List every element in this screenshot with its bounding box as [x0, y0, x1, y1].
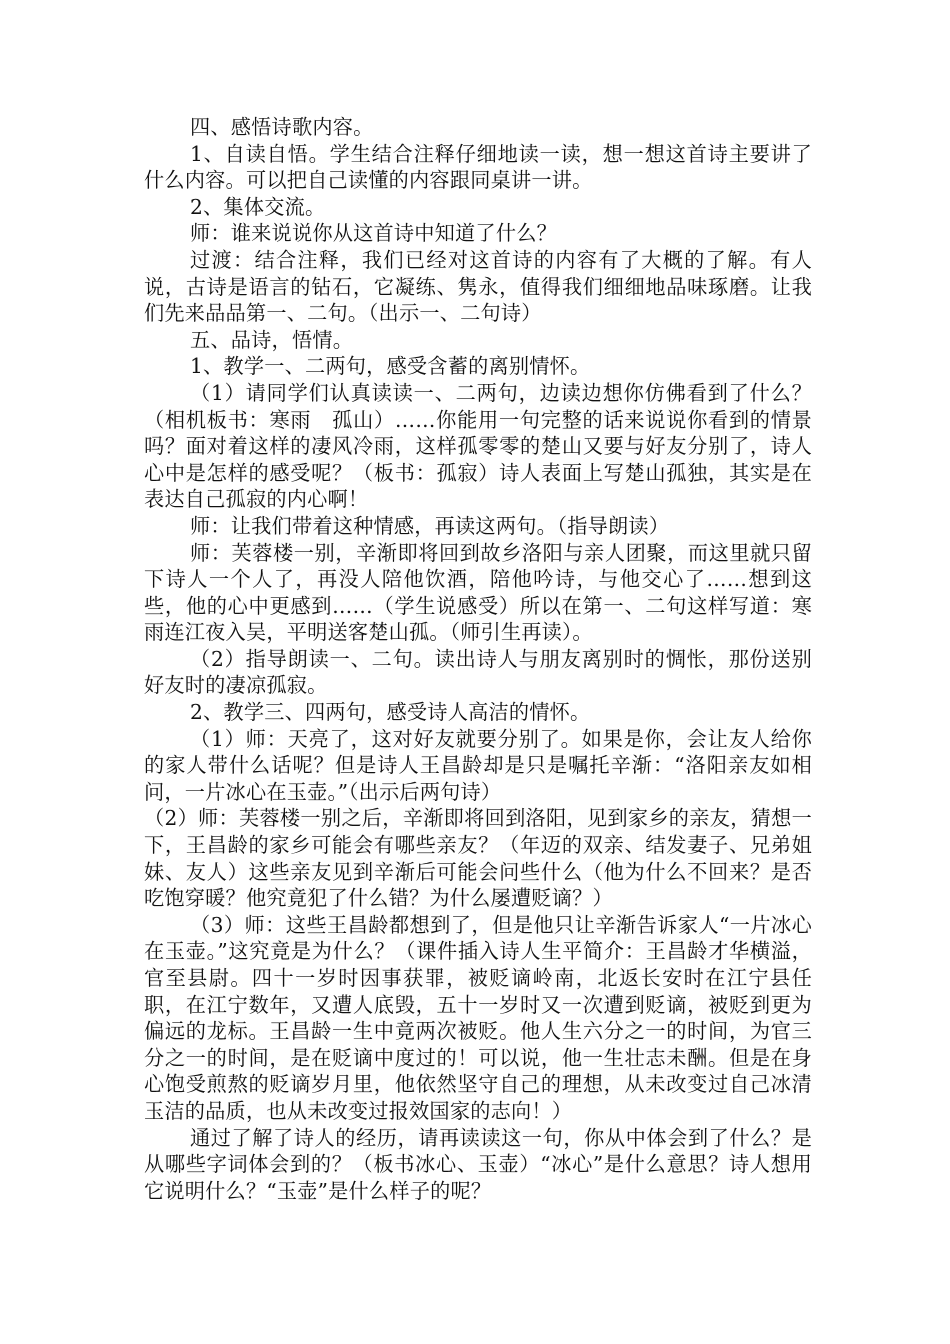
- paragraph-teach-lines-3-4: 2、教学三、四两句，感受诗人高洁的情怀。: [190, 700, 591, 725]
- paragraph-teach-lines-1-2: 1、教学一、二两句，感受含蓄的离别情怀。: [190, 354, 591, 379]
- document-body: [144, 114, 812, 1204]
- section-heading-4: 四、感悟诗歌内容。: [190, 115, 374, 139]
- paragraph-teacher-furong: 师：芙蓉楼一别，辛渐即将回到故乡洛阳与亲人团聚，而这里就只留下诗人一个人了，再没人陪他饮酒，陪他吟诗，与他交心了……想到这些，他的心中更感到……（学生说感受）所以在第一、二句这样写道：寒雨连江夜入吴，平明送客楚山孤。（师引生再读）。: [144, 540, 812, 645]
- paragraph-step-2-2: （2）师：芙蓉楼一别之后，辛渐即将回到洛阳，见到家乡的亲友，猜想一下，王昌龄的家乡可能会有哪些亲友？（年迈的双亲、结发妻子、兄弟姐妹、友人）这些亲友见到辛渐后可能会问些什么（他为什么不回来？是否吃饱穿暖？他究竟犯了什么错？为什么屡遭贬谪？）: [144, 806, 812, 911]
- paragraph-step-2-1: （1）师：天亮了，这对好友就要分别了。如果是你，会让友人给你的家人带什么话呢？但是诗人王昌龄却是只是嘱托辛渐：“洛阳亲友如相问，一片冰心在玉壶。”（出示后两句诗）: [144, 726, 812, 804]
- paragraph-teacher-question: 师：谁来说说你从这首诗中知道了什么？: [190, 221, 557, 246]
- paragraph-self-reading: 1、自读自悟。学生结合注释仔细地读一读，想一想这首诗主要讲了什么内容。可以把自己读懂的内容跟同桌讲一讲。: [144, 141, 812, 193]
- paragraph-group-exchange: 2、集体交流。: [190, 194, 326, 219]
- section-heading-5: 五、品诗，悟情。: [190, 327, 354, 352]
- paragraph-step-2-3: （3）师：这些王昌龄都想到了，但是他只让辛渐告诉家人“一片冰心在玉壶。”这究竟是为什么？（课件插入诗人生平简介：王昌龄才华横溢，官至县尉。四十一岁时因事获罪，被贬谪岭南，北返长安时在江宁县任职，在江宁数年，又遭人底毁，五十一岁时又一次遭到贬谪，被贬到更为偏远的龙标。王昌龄一生中竟两次被贬。他人生六分之一的时间，为官三分之一的时间，是在贬谪中度过的！可以说，他一生壮志未酬。但是在身心饱受煎熬的贬谪岁月里，他依然坚守自己的理想，从未改变过自己冰清玉洁的品质，也从未改变过报效国家的志向！）: [144, 912, 812, 1123]
- paragraph-step-1-1: （1）请同学们认真读读一、二两句，边读边想你仿佛看到了什么？（相机板书：寒雨 孤山）……你能用一句完整的话来说说你看到的情景吗？面对着这样的凄风冷雨，这样孤零零的楚山又要与好友分别了，诗人心中是怎样的感受呢？（板书：孤寂）诗人表面上写楚山孤独，其实是在表达自己孤寂的内心啊！: [144, 380, 812, 512]
- paragraph-step-1-2: （2）指导朗读一、二句。读出诗人与朋友离别时的惆怅，那份送别好友时的凄凉孤寂。: [144, 646, 812, 698]
- paragraph-transition: 过渡：结合注释，我们已经对这首诗的内容有了大概的了解。有人说，古诗是语言的钻石，它凝练、隽永，值得我们细细地品味琢磨。让我们先来品品第一、二句。（出示一、二句诗）: [144, 247, 812, 326]
- paragraph-conclusion: 通过了解了诗人的经历，请再读读这一句，你从中体会到了什么？是从哪些字词体会到的？（板书冰心、玉壶）“冰心”是什么意思？诗人想用它说明什么？“玉壶”是什么样子的呢？: [144, 1125, 812, 1203]
- paragraph-teacher-reread: 师：让我们带着这种情感，再读这两句。（指导朗读）: [190, 513, 670, 538]
